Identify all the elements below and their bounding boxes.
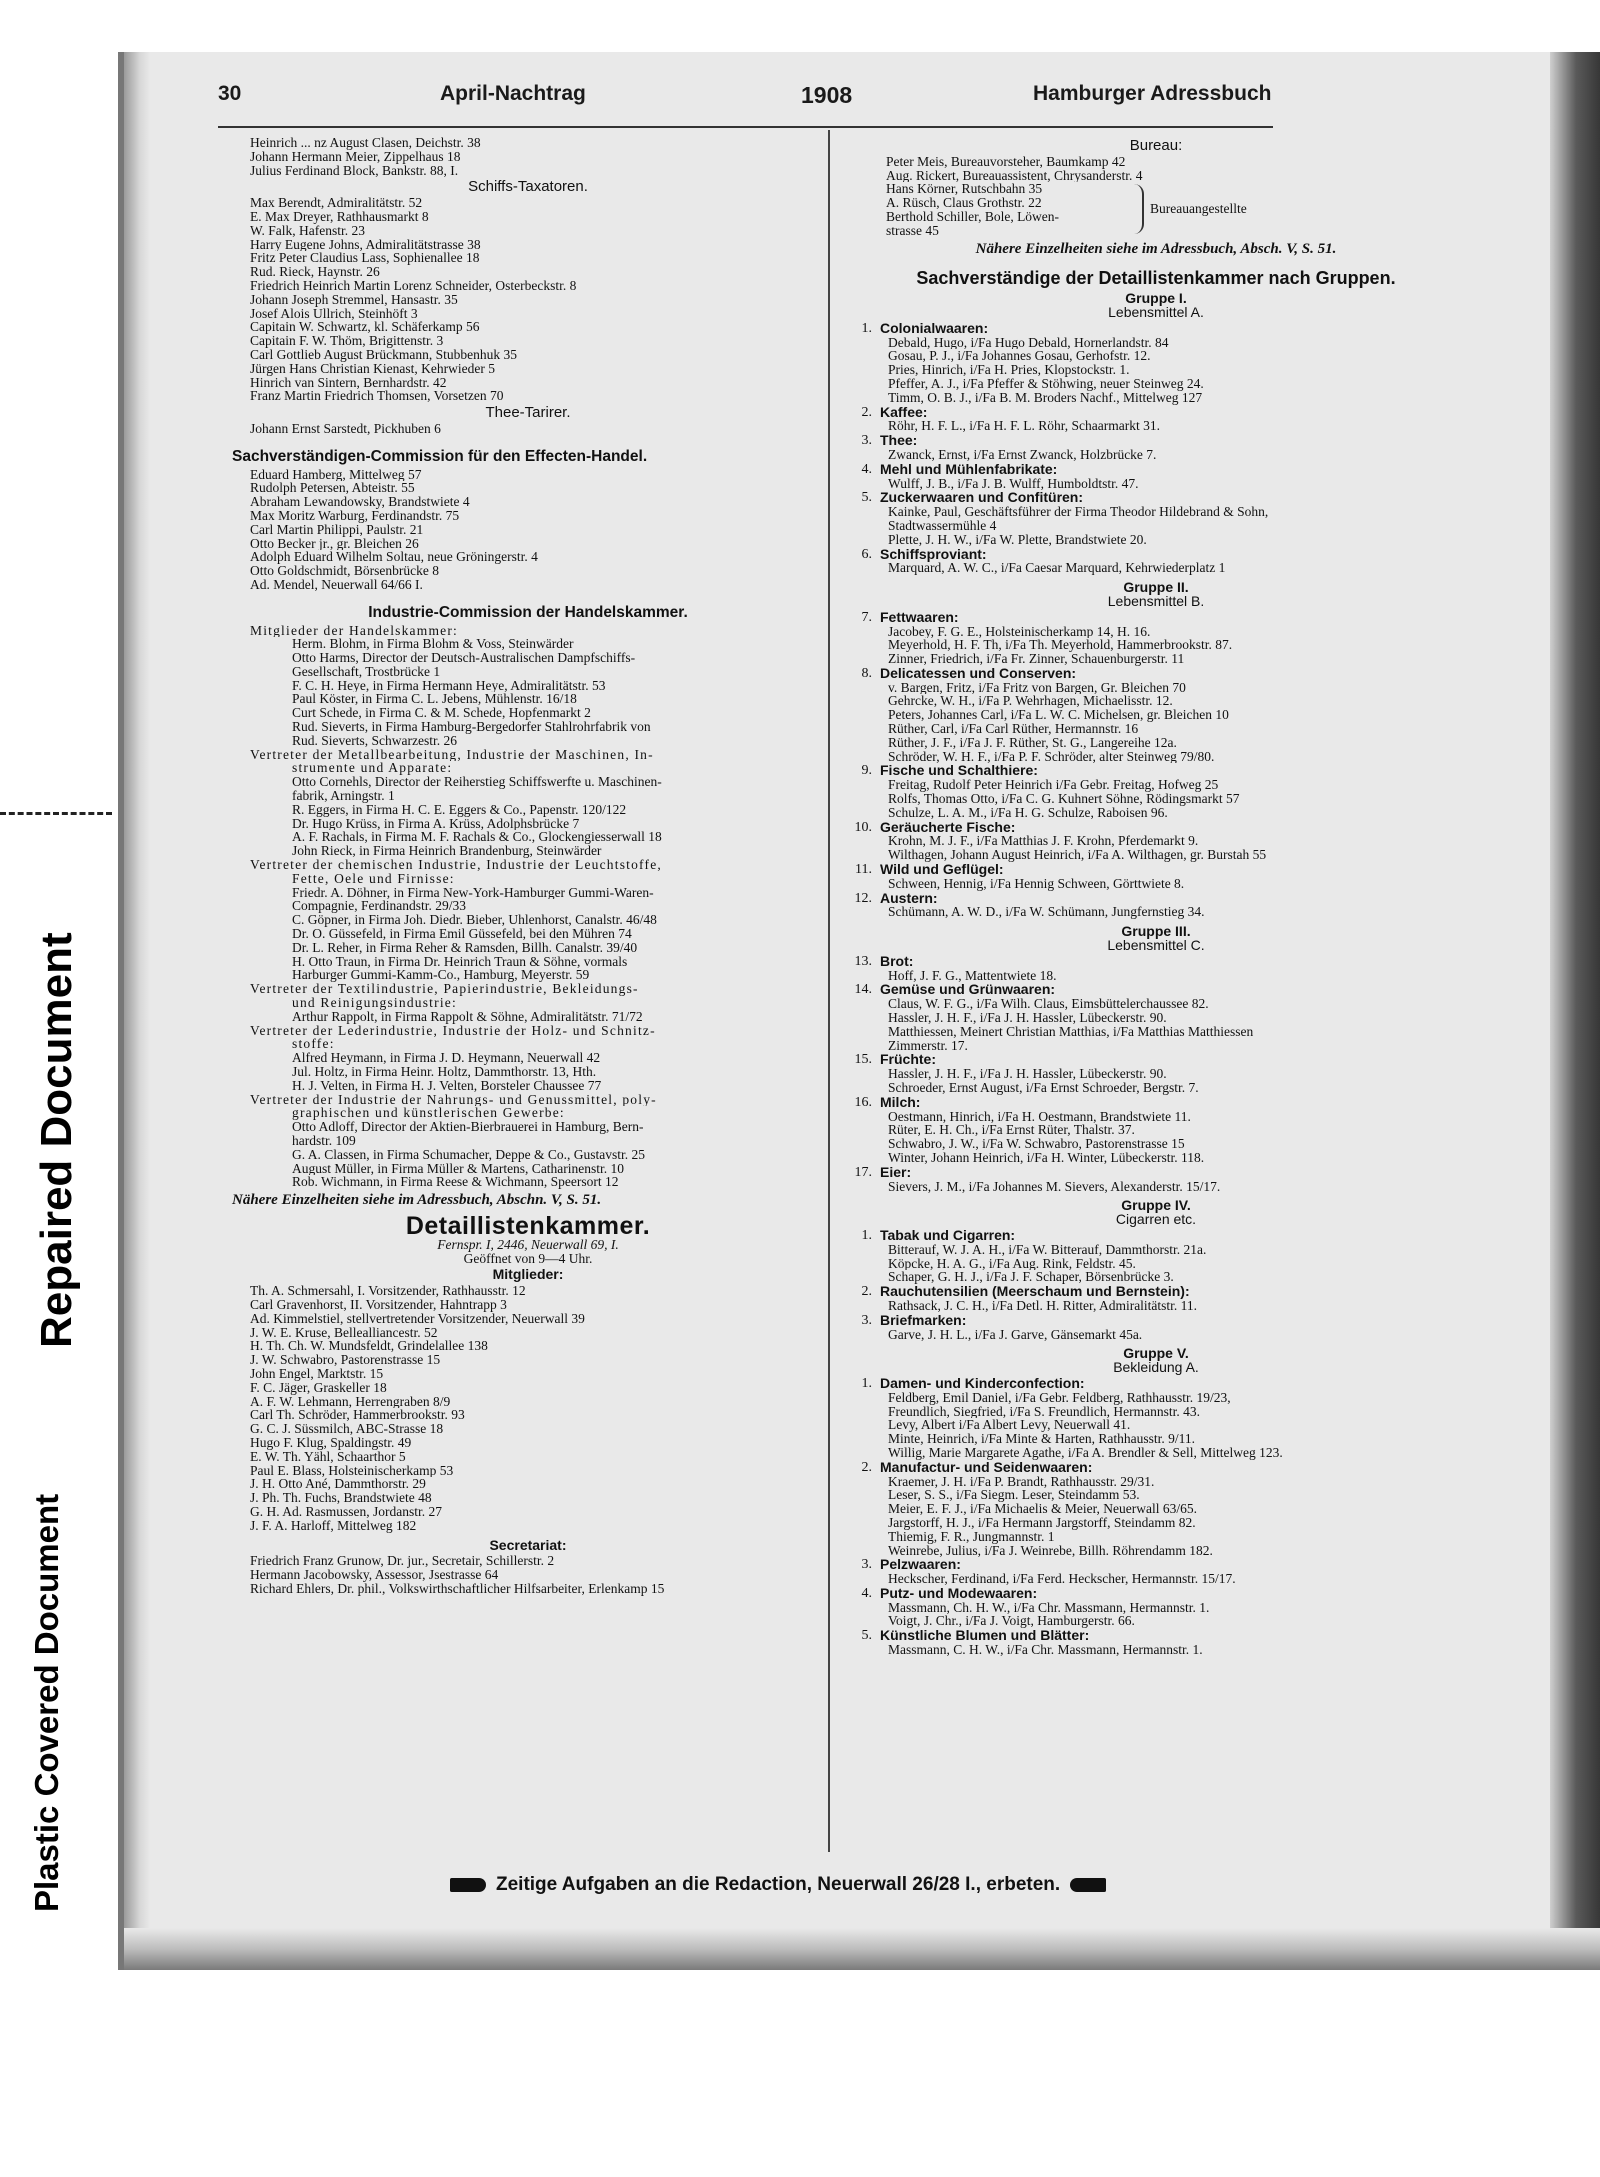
bureau-title: Bureau: (1129, 137, 1183, 154)
list-item: E. W. Th. Yähl, Schaarthor 5 (250, 1449, 406, 1464)
list-item: Garve, J. H. L., i/Fa J. Garve, Gänsemarkt 45a. (888, 1327, 1143, 1342)
category-name: Brot: (880, 952, 914, 969)
left-note: Nähere Einzelheiten siehe im Adressbuch, Abschn. V, S. 51. (232, 1192, 602, 1209)
category-number: 4. (861, 461, 872, 477)
footer-text: Zeitige Aufgaben an die Redaction, Neuerwall 26/28 I., erbeten. (496, 1874, 1061, 1895)
category-name: Kaffee: (880, 403, 928, 420)
category-heading (846, 1163, 1466, 1180)
group-title: Gruppe I. (1125, 290, 1187, 307)
category-heading (846, 818, 1466, 835)
list-item: Johann Hermann Meier, Zippelhaus 18 (250, 149, 461, 164)
category-number: 1. (861, 1227, 872, 1243)
category-heading (846, 1584, 1466, 1601)
category-number: 9. (861, 763, 872, 779)
category-name: Rauchutensilien (Meerschaum und Bernstein): (880, 1283, 1190, 1300)
list-item: Marquard, A. W. C., i/Fa Caesar Marquard, Kehrwiederplatz 1 (888, 561, 1226, 576)
list-item: und Reinigungsindustrie: (292, 996, 457, 1010)
pointing-hand-icon-left (1070, 1878, 1106, 1892)
header-book: Hamburger Adressbuch (1033, 82, 1272, 105)
list-item: Dr. Hugo Krüss, in Firma A. Krüss, Adolphsbrücke 7 (292, 816, 580, 831)
list-item: H. J. Velten, in Firma H. J. Velten, Borsteler Chaussee 77 (292, 1078, 602, 1093)
category-heading (846, 1374, 1466, 1391)
list-item: Herm. Blohm, in Firma Blohm & Voss, Steinwärder (292, 637, 574, 652)
thee-title: Thee-Tarirer. (485, 404, 571, 422)
list-item: Jürgen Hans Christian Kienast, Kehrwieder 5 (250, 361, 495, 376)
list-item: John Rieck, in Firma Heinrich Brandenburg, Steinwärder (292, 844, 602, 859)
list-item: F. C. Jäger, Graskeller 18 (250, 1380, 387, 1395)
list-item: Hoff, J. F. G., Mattentwiete 18. (888, 968, 1057, 983)
list-item: Otto Goldschmidt, Börsenbrücke 8 (250, 564, 439, 578)
list-item: Voigt, J. Chr., i/Fa J. Voigt, Hamburgerstr. 66. (888, 1614, 1135, 1629)
list-item: fabrik, Arningstr. 1 (292, 789, 395, 803)
list-item: Carl Gottlieb August Brückmann, Stubbenhuk 35 (250, 347, 517, 362)
list-item: Schween, Hennig, i/Fa Hennig Schween, Görttwiete 8. (888, 876, 1185, 891)
list-item: stoffe: (292, 1037, 335, 1052)
groups-list (846, 292, 1466, 1657)
list-item: Plette, J. H. W., i/Fa W. Plette, Brandstwiete 20. (888, 532, 1147, 547)
category-heading (846, 1458, 1466, 1475)
list-item: Eduard Hamberg, Mittelweg 57 (250, 467, 422, 482)
binding-edge-right (1550, 52, 1600, 1970)
category-number: 5. (861, 490, 872, 506)
category-name: Früchte: (880, 1051, 936, 1068)
list-item: Kraemer, J. H. i/Fa P. Brandt, Rathhausstr. 29/31. (888, 1474, 1155, 1489)
list-item: Johann Ernst Sarstedt, Pickhuben 6 (250, 421, 441, 436)
list-item: Arthur Rappolt, in Firma Rappolt & Söhne, Admiralitätstr. 71/72 (292, 1009, 643, 1024)
secretariat-list (232, 1554, 824, 1595)
list-item: hardstr. 109 (292, 1133, 356, 1148)
list-item: Friedrich Franz Grunow, Dr. jur., Secretair, Schillerstr. 2 (250, 1554, 555, 1569)
list-item: J. Ph. Th. Fuchs, Brandstwiete 48 (250, 1491, 432, 1505)
category-heading (846, 1311, 1466, 1328)
list-item: Hugo F. Klug, Spaldingstr. 49 (250, 1435, 412, 1450)
industrie-title: Industrie-Commission der Handelskammer. (368, 603, 688, 621)
category-name: Schiffsproviant: (880, 545, 987, 562)
group-title: Gruppe V. (1123, 1345, 1189, 1362)
bureau-list (846, 155, 1466, 183)
effecten-list (232, 468, 824, 592)
list-item: Röhr, H. F. L., i/Fa H. F. L. Röhr, Schaarmarkt 31. (888, 419, 1160, 434)
list-item: Franz Martin Friedrich Thomsen, Vorsetzen 70 (250, 389, 504, 404)
list-item: Zimmerstr. 17. (888, 1038, 968, 1053)
list-item: Oestmann, Hinrich, i/Fa H. Oestmann, Brandstwiete 11. (888, 1109, 1191, 1124)
brace-shape (1134, 184, 1144, 234)
mitglieder-list (232, 1284, 824, 1532)
category-heading (846, 889, 1466, 906)
category-name: Künstliche Blumen und Blätter: (880, 1627, 1090, 1644)
list-item: Hans Körner, Rutschbahn 35 (886, 182, 1043, 197)
list-item: E. Max Dreyer, Rathhausmarkt 8 (250, 209, 429, 224)
list-item: Hassler, J. H. F., i/Fa J. H. Hassler, Lübeckerstr. 90. (888, 1011, 1167, 1025)
pointing-hand-icon (450, 1878, 486, 1892)
list-item: Meyerhold, H. F. Th, i/Fa Th. Meyerhold, Hammerbrookstr. 87. (888, 638, 1233, 653)
list-item: Julius Ferdinand Block, Bankstr. 88, I. (250, 163, 459, 178)
category-heading (846, 952, 1466, 969)
category-number: 1. (861, 320, 872, 336)
list-item: Levy, Albert i/Fa Albert Levy, Neuerwall 41. (888, 1418, 1131, 1433)
binding-edge-bottom (124, 1928, 1600, 1970)
list-item: Vertreter der chemischen Industrie, Industrie der Leuchtstoffe, (250, 858, 662, 872)
list-item: Capitain W. Schwartz, kl. Schäferkamp 56 (250, 320, 480, 335)
list-item: Richard Ehlers, Dr. phil., Volkswirthschaftlicher Hilfsarbeiter, Erlenkamp 15 (250, 1581, 665, 1596)
detail-title: Detaillistenkammer. (405, 1211, 651, 1240)
list-item: Vertreter der Metallbearbeitung, Industrie der Maschinen, In- (250, 747, 654, 762)
category-heading (846, 764, 1466, 778)
list-item: Sievers, J. M., i/Fa Johannes M. Sievers, Alexanderstr. 15/17. (888, 1179, 1221, 1194)
category-number: 2. (861, 1459, 872, 1475)
list-item: Hassler, J. H. F., i/Fa J. H. Hassler, Lübeckerstr. 90. (888, 1067, 1167, 1081)
category-name: Thee: (880, 432, 918, 449)
category-heading (846, 1093, 1466, 1110)
list-item: strasse 45 (886, 223, 939, 238)
category-name: Colonialwaaren: (880, 319, 989, 336)
list-item: strumente und Apparate: (292, 761, 453, 776)
group-subtitle: Lebensmittel A. (1108, 303, 1204, 320)
list-item: J. F. A. Harloff, Mittelweg 182 (250, 1518, 417, 1533)
list-item: Leser, S. S., i/Fa Siegm. Leser, Steindamm 53. (888, 1488, 1140, 1503)
list-item: A. F. Rachals, in Firma M. F. Rachals & Co., Glockengiesserwall 18 (292, 830, 662, 845)
category-name: Putz- und Modewaaren: (880, 1584, 1038, 1601)
category-name: Manufactur- und Seidenwaaren: (880, 1458, 1093, 1475)
list-item: Gesellschaft, Trostbrücke 1 (292, 664, 441, 679)
category-name: Delicatessen und Conserven: (880, 664, 1077, 681)
list-item: Carl Th. Schröder, Hammerbrookstr. 93 (250, 1408, 465, 1423)
category-number: 16. (854, 1094, 872, 1110)
list-item: J. W. Schwabro, Pastorenstrasse 15 (250, 1353, 441, 1367)
list-item: Schümann, A. W. D., i/Fa W. Schümann, Jungfernstieg 34. (888, 905, 1205, 920)
list-item: Peters, Johannes Carl, i/Fa L. W. C. Michelsen, gr. Bleichen 10 (888, 708, 1229, 723)
list-item: Rolfs, Thomas Otto, i/Fa C. G. Kuhnert Söhne, Rödingsmarkt 57 (888, 792, 1240, 806)
category-name: Austern: (880, 889, 938, 906)
list-item: Minte, Heinrich, i/Fa Minte & Harten, Rathhausstr. 9/11. (888, 1432, 1195, 1446)
sach-title: Sachverständige der Detaillistenkammer nach Gruppen. (916, 268, 1396, 289)
category-number: 4. (861, 1585, 872, 1601)
list-item: Mitglieder der Handelskammer: (250, 623, 458, 638)
list-item: Max Moritz Warburg, Ferdinandstr. 75 (250, 508, 460, 523)
list-item: Thiemig, F. R., Jungmannstr. 1 (888, 1529, 1055, 1544)
category-heading (846, 983, 1466, 997)
category-number: 15. (854, 1052, 872, 1068)
category-heading (846, 491, 1466, 505)
category-heading (846, 1629, 1466, 1643)
category-heading (846, 403, 1466, 420)
list-item: Schwabro, J. W., i/Fa W. Schwabro, Pastorenstrasse 15 (888, 1137, 1185, 1151)
category-number: 12. (854, 890, 872, 906)
list-item: Harburger Gummi-Kamm-Co., Hamburg, Meyerstr. 59 (292, 968, 590, 983)
right-column (846, 136, 1466, 1657)
mitglieder-title: Mitglieder: (492, 1266, 564, 1283)
header-year: 1908 (801, 82, 853, 108)
category-name: Wild und Geflügel: (880, 861, 1004, 878)
list-item: v. Bargen, Fritz, i/Fa Fritz von Bargen, Gr. Bleichen 70 (888, 680, 1186, 695)
list-item: Fritz Peter Claudius Lass, Sophienallee 18 (250, 251, 480, 266)
category-name: Pelzwaaren: (880, 1556, 961, 1573)
list-item: C. Göpner, in Firma Joh. Diedr. Bieber, Uhlenhorst, Canalstr. 46/48 (292, 913, 657, 928)
list-item: Rüther, J. F., i/Fa J. F. Rüther, St. G., Langereihe 12a. (888, 735, 1177, 750)
list-item: Krohn, M. J. F., i/Fa Matthias J. F. Krohn, Pferdemarkt 9. (888, 834, 1199, 849)
list-item: Dr. L. Reher, in Firma Reher & Ramsden, Billh. Canalstr. 39/40 (292, 940, 638, 955)
list-item: Feldberg, Emil Daniel, i/Fa Gebr. Feldberg, Rathhausstr. 19/23, (888, 1390, 1231, 1405)
list-item: Freitag, Rudolf Peter Heinrich i/Fa Gebr. Freitag, Hofweg 25 (888, 778, 1219, 793)
category-name: Tabak und Cigarren: (880, 1226, 1016, 1243)
category-number: 11. (855, 862, 872, 878)
list-item: Massmann, Ch. H. W., i/Fa Chr. Massmann, Hermannstr. 1. (888, 1600, 1210, 1615)
list-item: Abraham Lewandowsky, Brandstwiete 4 (250, 495, 470, 509)
list-item: G. C. J. Süssmilch, ABC-Strasse 18 (250, 1422, 444, 1436)
category-number: 14. (854, 982, 872, 998)
category-number: 5. (861, 1628, 872, 1644)
list-item: Wulff, J. B., i/Fa J. B. Wulff, Humboldtstr. 47. (888, 476, 1139, 491)
group-title: Gruppe III. (1121, 923, 1191, 940)
effecten-title: Sachverständigen-Commission für den Effecten-Handel. (232, 447, 648, 465)
category-heading (846, 545, 1466, 562)
list-item: Dr. O. Güssefeld, in Firma Emil Güssefeld, bei den Mühren 74 (292, 927, 632, 941)
list-item: Zinner, Friedrich, i/Fa Fr. Zinner, Schauenburgerstr. 11 (888, 652, 1185, 666)
list-item: Harry Eugene Johns, Admiralitätstrasse 38 (250, 237, 481, 252)
list-item: Matthiessen, Meinert Christian Matthias, i/Fa Matthias Matthiessen (888, 1024, 1254, 1039)
list-item: Pries, Hinrich, i/Fa H. Pries, Klopstockstr. 1. (888, 363, 1130, 377)
list-item: Friedr. A. Döhner, in Firma New-York-Hamburger Gummi-Waren- (292, 885, 654, 900)
list-item: Berthold Schiller, Bole, Löwen- (886, 209, 1060, 224)
group-subtitle: Lebensmittel C. (1107, 937, 1205, 954)
list-item: Rud. Rieck, Haynstr. 26 (250, 265, 380, 279)
left-column (232, 136, 824, 1596)
list-item: Pfeffer, A. J., i/Fa Pfeffer & Stöhwing, neuer Steinweg 24. (888, 376, 1204, 391)
category-number: 6. (861, 546, 872, 562)
category-number: 10. (854, 819, 872, 835)
list-item: A. F. W. Lehmann, Herrengraben 8/9 (250, 1394, 451, 1409)
list-item: Otto Cornehls, Director der Reiherstieg Schiffswerfte u. Maschinen- (292, 775, 662, 790)
category-number: 1. (861, 1375, 872, 1391)
category-heading (846, 664, 1466, 681)
list-item: Winter, Johann Heinrich, i/Fa H. Winter, Lübeckerstr. 118. (888, 1150, 1205, 1165)
list-item: Paul Köster, in Firma C. L. Jebens, Mühlenstr. 16/18 (292, 692, 577, 707)
list-item: Weinrebe, Julius, i/Fa J. Weinrebe, Billh. Röhrendamm 182. (888, 1543, 1213, 1558)
thee-list (232, 422, 824, 436)
list-item: A. Rüsch, Claus Grothstr. 22 (886, 196, 1042, 210)
list-item: Debald, Hugo, i/Fa Hugo Debald, Hornerlandstr. 84 (888, 335, 1169, 350)
list-item: Carl Gravenhorst, II. Vorsitzender, Hahntrapp 3 (250, 1297, 507, 1312)
list-item: G. H. Ad. Rasmussen, Jordanstr. 27 (250, 1504, 442, 1519)
category-heading (846, 319, 1466, 336)
category-number: 13. (854, 953, 872, 969)
list-item: Heinrich ... nz August Clasen, Deichstr. 38 (250, 136, 481, 150)
category-number: 8. (861, 665, 872, 681)
list-item: Stadtwassermühle 4 (888, 518, 997, 533)
list-item: Aug. Rickert, Bureauassistent, Chrysanderstr. 4 (886, 168, 1143, 183)
list-item: Gosau, P. J., i/Fa Johannes Gosau, Gerhofstr. 12. (888, 349, 1151, 364)
detail-hours: Geöffnet von 9—4 Uhr. (463, 1251, 593, 1266)
category-name: Fettwaaren: (880, 608, 959, 625)
list-item: Vertreter der Industrie der Nahrungs- und Genussmittel, poly- (250, 1092, 657, 1107)
label-plastic: Plastic Covered Document (28, 1493, 65, 1912)
category-heading (846, 434, 1466, 448)
page-number: 30 (218, 82, 242, 105)
category-name: Damen- und Kinderconfection: (880, 1374, 1085, 1391)
list-item: J. H. Otto Ané, Dammthorstr. 29 (250, 1477, 426, 1492)
list-item: Freundlich, Siegfried, i/Fa S. Freundlich, Hermannstr. 43. (888, 1404, 1200, 1419)
list-item: Heckscher, Ferdinand, i/Fa Ferd. Heckscher, Hermannstr. 15/17. (888, 1572, 1236, 1586)
category-name: Zuckerwaaren und Confitüren: (880, 489, 1084, 506)
category-name: Mehl und Mühlenfabrikate: (880, 460, 1058, 477)
list-item: Jacobey, F. G. E., Holsteinischerkamp 14, H. 16. (888, 624, 1151, 639)
list-item: Otto Harms, Director der Deutsch-Australischen Dampfschiffs- (292, 651, 636, 665)
category-name: Eier: (880, 1163, 912, 1180)
category-name: Geräucherte Fische: (880, 818, 1016, 835)
list-item: Adolph Eduard Wilhelm Soltau, neue Gröningerstr. 4 (250, 550, 538, 565)
top-entries (232, 136, 824, 177)
category-heading (846, 1558, 1466, 1572)
category-heading (846, 863, 1466, 877)
list-item: Hermann Jacobowsky, Assessor, Jsestrasse 64 (250, 1568, 499, 1582)
list-item: Capitain F. W. Thöm, Brigittenstr. 3 (250, 334, 444, 348)
group-subtitle: Lebensmittel B. (1107, 592, 1205, 609)
category-number: 17. (854, 1164, 872, 1180)
list-item: Claus, W. F. G., i/Fa Wilh. Claus, Eimsbüttelerchaussee 82. (888, 997, 1209, 1012)
list-item: Peter Meis, Bureauvorsteher, Baumkamp 42 (886, 154, 1126, 169)
header-title: April-Nachtrag (440, 82, 586, 105)
list-item: Timm, O. B. J., i/Fa B. M. Broders Nachf., Mittelweg 127 (888, 390, 1203, 405)
category-name: Gemüse und Grünwaaren: (880, 981, 1056, 998)
list-item: John Engel, Marktstr. 15 (250, 1366, 384, 1381)
header-rule (218, 126, 1273, 128)
list-item: G. A. Classen, in Firma Schumacher, Deppe & Co., Gustavstr. 25 (292, 1147, 646, 1162)
list-item: W. Falk, Hafenstr. 23 (250, 223, 365, 238)
list-item: H. Otto Traun, in Firma Dr. Heinrich Traun & Söhne, vormals (292, 954, 628, 969)
list-item: Otto Becker jr., gr. Bleichen 26 (250, 536, 419, 551)
list-item: Hinrich van Sintern, Bernhardstr. 42 (250, 375, 447, 390)
right-note: Nähere Einzelheiten siehe im Adressbuch, Absch. V, S. 51. (975, 240, 1337, 257)
list-item: Ad. Mendel, Neuerwall 64/66 I. (250, 577, 423, 592)
list-item: Compagnie, Ferdinandstr. 29/33 (292, 899, 466, 914)
list-item: Vertreter der Textilindustrie, Papierindustrie, Bekleidungs- (250, 982, 639, 997)
bureau-staff-group (846, 182, 1466, 237)
label-repaired: Repaired Document (32, 932, 81, 1348)
industrie-list (232, 624, 824, 1190)
list-item: Rüter, E. H. Ch., i/Fa Ernst Rüter, Thalstr. 37. (888, 1123, 1135, 1138)
list-item: Rob. Wichmann, in Firma Reese & Wichmann, Speersort 12 (292, 1175, 619, 1190)
group-subtitle: Cigarren etc. (1115, 1211, 1197, 1228)
list-item: Carl Martin Philippi, Paulstr. 21 (250, 522, 424, 537)
category-number: 3. (861, 1557, 872, 1573)
list-item: Friedrich Heinrich Martin Lorenz Schneider, Osterbeckstr. 8 (250, 278, 577, 293)
category-number: 2. (861, 1284, 872, 1300)
list-item: Ad. Kimmelstiel, stellvertretender Vorsitzender, Neuerwall 39 (250, 1311, 585, 1326)
bureau-staff-label: Bureauangestellte (1150, 201, 1247, 217)
page-header (218, 82, 1278, 116)
list-item: Josef Alois Ullrich, Steinhöft 3 (250, 306, 418, 321)
list-item: Köpcke, H. A. G., i/Fa Aug. Rink, Feldstr. 45. (888, 1256, 1136, 1271)
list-item: Schaper, G. H. J., i/Fa J. F. Schaper, Börsenbrücke 3. (888, 1270, 1174, 1285)
list-item: Kainke, Paul, Geschäftsführer der Firma Theodor Hildebrand & Sohn, (888, 505, 1269, 519)
category-number: 7. (861, 609, 872, 625)
category-heading (846, 1285, 1466, 1299)
list-item: H. Th. Ch. W. Mundsfeldt, Grindelallee 138 (250, 1339, 488, 1354)
list-item: F. C. H. Heye, in Firma Hermann Heye, Admiralitätstr. 53 (292, 678, 606, 693)
list-item: Schulze, L. A. M., i/Fa H. G. Schulze, Raboisen 96. (888, 805, 1168, 820)
list-item: Johann Joseph Stremmel, Hansastr. 35 (250, 292, 458, 307)
category-name: Milch: (880, 1093, 921, 1110)
category-number: 3. (861, 1312, 872, 1328)
detail-phone: Fernspr. I, 2446, Neuerwall 69, I. (437, 1237, 619, 1252)
list-item: Paul E. Blass, Holsteinischerkamp 53 (250, 1463, 454, 1478)
list-item: Rathsack, J. C. H., i/Fa Detl. H. Ritter, Admiralitätstr. 11. (888, 1298, 1198, 1313)
list-item: Max Berendt, Admiralitätstr. 52 (250, 196, 423, 210)
list-item: Willig, Marie Margarete Agathe, i/Fa A. Brendler & Sell, Mittelweg 123. (888, 1445, 1283, 1460)
cut-divider (0, 812, 112, 815)
list-item: Jul. Holtz, in Firma Heinr. Holtz, Dammthorstr. 13, Hth. (292, 1065, 597, 1079)
list-item: Meier, E. F. J., i/Fa Michaelis & Meier, Neuerwall 63/65. (888, 1502, 1198, 1516)
category-heading (846, 608, 1466, 625)
list-item: Rud. Sieverts, in Firma Hamburg-Bergedorfer Stahlrohrfabrik von (292, 720, 651, 734)
category-heading (846, 1053, 1466, 1067)
list-item: Rud. Sieverts, Schwarzestr. 26 (292, 733, 457, 748)
schiffs-title: Schiffs-Taxatoren. (468, 178, 588, 196)
secretariat-title: Secretariat: (489, 1536, 567, 1553)
list-item: Zwanck, Ernst, i/Fa Ernst Zwanck, Holzbrücke 7. (888, 447, 1157, 462)
group-title: Gruppe IV. (1121, 1197, 1191, 1214)
list-item: Th. A. Schmersahl, I. Vorsitzender, Rathhausstr. 12 (250, 1284, 526, 1298)
category-heading (846, 460, 1466, 477)
category-heading (846, 1226, 1466, 1243)
list-item: Rüther, Carl, i/Fa Carl Rüther, Hermannstr. 16 (888, 722, 1139, 736)
category-name: Briefmarken: (880, 1311, 967, 1328)
schiffs-list (232, 196, 824, 403)
list-item: Fette, Oele und Firnisse: (292, 871, 455, 886)
list-item: Wilthagen, Johann August Heinrich, i/Fa A. Wilthagen, gr. Burstah 55 (888, 848, 1267, 863)
list-item: graphischen und künstlerischen Gewerbe: (292, 1106, 565, 1121)
list-item: Jargstorff, H. J., i/Fa Hermann Jargstorff, Steindamm 82. (888, 1515, 1196, 1530)
list-item: Gehrcke, W. H., i/Fa P. Wehrhagen, Michaelisstr. 12. (888, 694, 1173, 709)
list-item: Massmann, C. H. W., i/Fa Chr. Massmann, Hermannstr. 1. (888, 1643, 1203, 1657)
list-item: Vertreter der Lederindustrie, Industrie der Holz- und Schnitz- (250, 1023, 656, 1038)
category-number: 2. (861, 404, 872, 420)
list-item: Curt Schede, in Firma C. & M. Schede, Hopfenmarkt 2 (292, 706, 591, 721)
list-item: August Müller, in Firma Müller & Martens, Catharinenstr. 10 (292, 1161, 625, 1176)
group-title: Gruppe II. (1123, 579, 1189, 596)
column-rule (828, 130, 830, 1852)
list-item: Schroeder, Ernst August, i/Fa Ernst Schroeder, Bergstr. 7. (888, 1081, 1199, 1095)
category-name: Fische und Schalthiere: (880, 762, 1038, 779)
list-item: Bitterauf, W. J. A. H., i/Fa W. Bitterauf, Dammthorstr. 21a. (888, 1242, 1207, 1257)
list-item: R. Eggers, in Firma H. C. E. Eggers & Co., Papenstr. 120/122 (292, 802, 627, 817)
group-subtitle: Bekleidung A. (1113, 1359, 1199, 1376)
list-item: Rudolph Petersen, Abteistr. 55 (250, 481, 415, 496)
list-item: Schröder, W. H. F., i/Fa P. F. Schröder, alter Steinweg 79/80. (888, 749, 1215, 764)
category-number: 3. (861, 433, 872, 449)
list-item: Alfred Heymann, in Firma J. D. Heymann, Neuerwall 42 (292, 1051, 601, 1065)
list-item: Otto Adloff, Director der Aktien-Bierbrauerei in Hamburg, Bern- (292, 1120, 644, 1134)
list-item: J. W. E. Kruse, Bellealliancestr. 52 (250, 1325, 438, 1340)
